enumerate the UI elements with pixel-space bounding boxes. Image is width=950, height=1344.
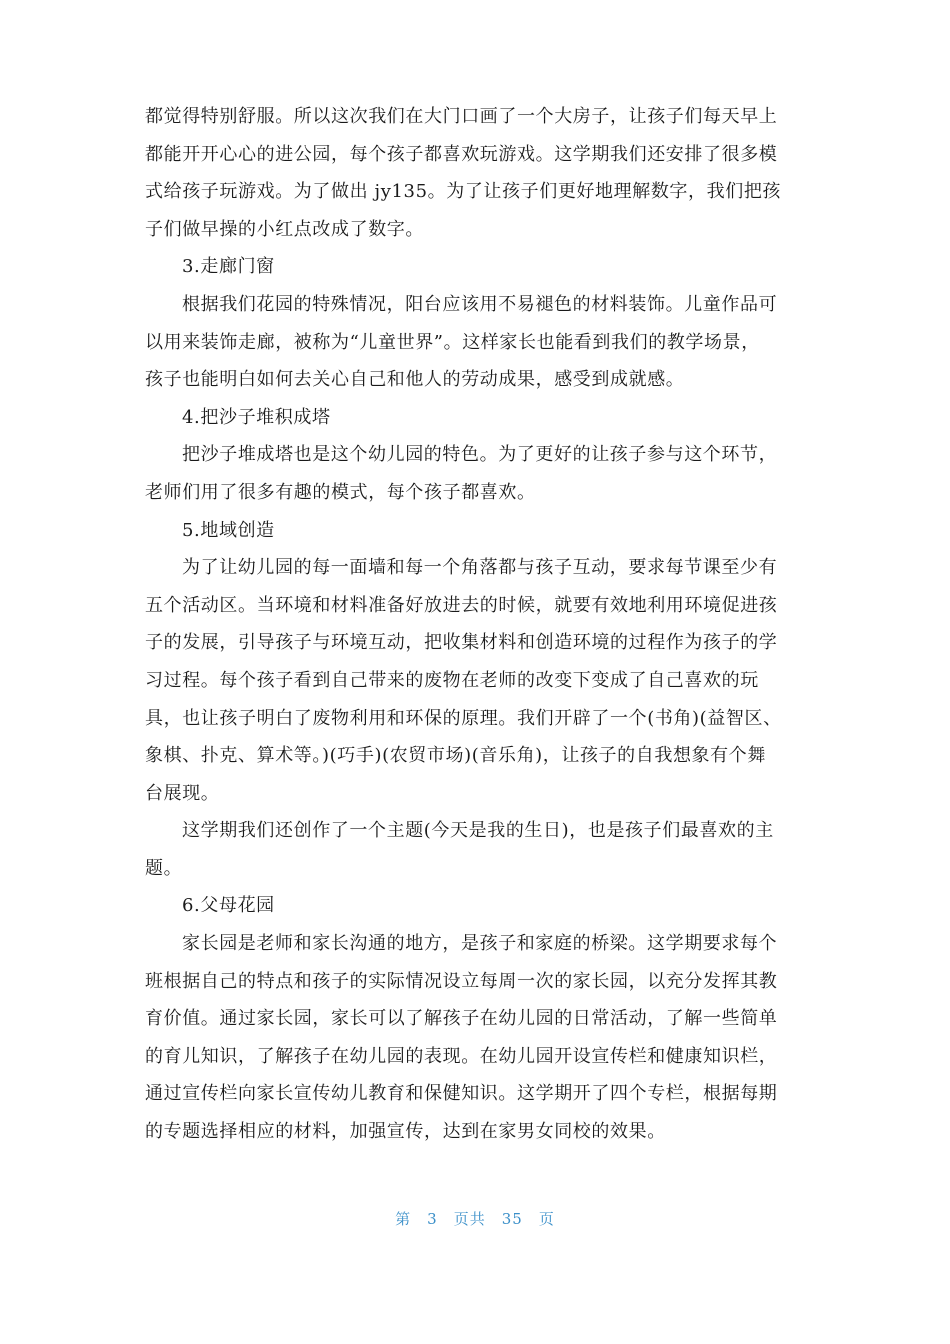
text-line: 子的发展，引导孩子与环境互动，把收集材料和创造环境的过程作为孩子的学	[145, 632, 778, 654]
section-heading: 5.地域创造	[182, 519, 275, 541]
text-line: 育价值。通过家长园，家长可以了解孩子在幼儿园的日常活动，了解一些简单	[145, 1008, 778, 1030]
text-line: 台展现。	[145, 782, 220, 804]
section-heading: 4.把沙子堆积成塔	[182, 406, 331, 428]
text-line: 象棋、扑克、算术等。)(巧手)(农贸市场)(音乐角)，让孩子的自我想象有个舞	[145, 745, 766, 767]
footer-middle: 页共	[453, 1210, 486, 1228]
text-line: 班根据自己的特点和孩子的实际情况设立每周一次的家长园，以充分发挥其教	[145, 970, 778, 992]
footer-prefix: 第	[395, 1210, 412, 1228]
text-line: 都觉得特别舒服。所以这次我们在大门口画了一个大房子，让孩子们每天早上	[145, 106, 778, 127]
current-page-number: 3	[427, 1210, 438, 1228]
footer-suffix: 页	[538, 1210, 555, 1228]
text-line: 子们做早操的小红点改成了数字。	[145, 218, 424, 240]
text-line: 老师们用了很多有趣的模式，每个孩子都喜欢。	[145, 481, 536, 503]
text-line: 的专题选择相应的材料，加强宣传，达到在家男女同校的效果。	[145, 1121, 666, 1143]
page-footer	[0, 1208, 950, 1229]
text-line: 的育儿知识，了解孩子在幼儿园的表现。在幼儿园开设宣传栏和健康知识栏，	[145, 1045, 778, 1067]
text-line: 式给孩子玩游戏。为了做出 jy135。为了让孩子们更好地理解数字，我们把孩	[145, 181, 782, 203]
text-line: 把沙子堆成塔也是这个幼儿园的特色。为了更好的让孩子参与这个环节，	[182, 444, 778, 466]
text-line: 具，也让孩子明白了废物利用和环保的原理。我们开辟了一个(书角)(益智区、	[145, 707, 782, 729]
text-line: 习过程。每个孩子看到自己带来的废物在老师的改变下变成了自己喜欢的玩	[145, 669, 759, 691]
text-line: 这学期我们还创作了一个主题(今天是我的生日)，也是孩子们最喜欢的主	[182, 820, 774, 842]
text-line: 为了让幼儿园的每一面墙和每一个角落都与孩子互动，要求每节课至少有	[182, 557, 778, 579]
section-heading: 3.走廊门窗	[182, 256, 275, 278]
document-body	[145, 98, 805, 1151]
section-heading: 6.父母花园	[182, 895, 275, 917]
text-line: 都能开开心心的进公园，每个孩子都喜欢玩游戏。这学期我们还安排了很多模	[145, 143, 778, 165]
text-line: 孩子也能明白如何去关心自己和他人的劳动成果，感受到成就感。	[145, 369, 685, 391]
text-line: 五个活动区。当环境和材料准备好放进去的时候，就要有效地利用环境促进孩	[145, 594, 778, 616]
text-line: 家长园是老师和家长沟通的地方，是孩子和家庭的桥梁。这学期要求每个	[182, 933, 778, 955]
text-line: 根据我们花园的特殊情况，阳台应该用不易褪色的材料装饰。儿童作品可	[182, 293, 778, 315]
text-line: 题。	[145, 857, 183, 879]
text-line: 以用来装饰走廊，被称为“儿童世界”。这样家长也能看到我们的教学场景，	[145, 331, 760, 353]
total-page-count: 35	[501, 1210, 523, 1228]
text-line: 通过宣传栏向家长宣传幼儿教育和保健知识。这学期开了四个专栏，根据每期	[145, 1083, 778, 1105]
